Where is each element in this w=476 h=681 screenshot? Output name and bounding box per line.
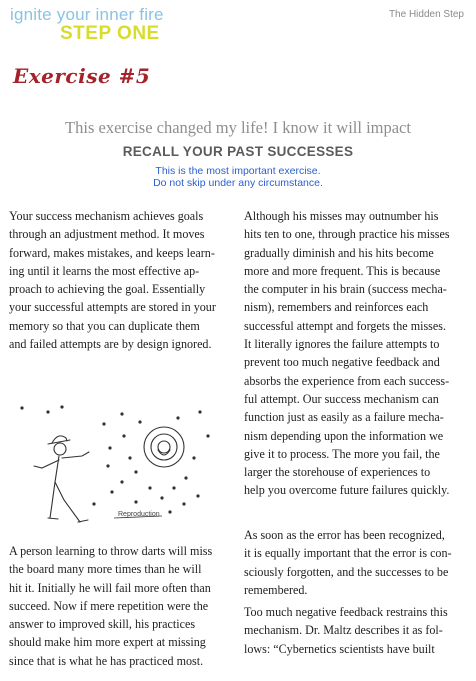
text-line: ful attempt. Our success mechanism can: [244, 391, 439, 406]
text-line: function just as easily as a failure mecha-: [244, 410, 444, 425]
intro-line: This exercise changed my life! I know it will impact: [65, 118, 411, 137]
text-line: Too much negative feedback restrains this: [244, 605, 448, 619]
text-line: A person learning to throw darts will miss: [9, 544, 213, 558]
text-line: since that is what he has practiced most.: [9, 653, 204, 668]
text-line: sciously forgotten, and the successes to be: [244, 564, 449, 579]
text-line: mechanism. Dr. Maltz describes it as fol-: [244, 623, 443, 638]
text-line: Although his misses may outnumber his: [244, 209, 439, 223]
dart-thrower-illustration: [12, 400, 234, 530]
text-line: the computer in his brain (success mecha-: [244, 282, 447, 297]
paragraph: [9, 542, 234, 670]
text-line: remembered.: [244, 582, 308, 597]
header-tagline: ignite your inner fire: [10, 5, 164, 24]
text-line: nism depending upon the information we: [244, 428, 444, 443]
body-right-bottom: [244, 603, 470, 658]
text-line: through an adjustment method. It moves: [9, 227, 205, 242]
text-line: forward, makes mistakes, and keeps learn-: [9, 245, 215, 260]
body-left-bottom: [9, 542, 234, 670]
section-headline: RECALL YOUR PAST SUCCESSES: [122, 144, 354, 159]
text-line: larger the storehouse of experiences to: [244, 465, 431, 480]
text-line: proach to achieving the goal. Essentially: [9, 282, 206, 297]
book-title: The Hidden Step: [388, 9, 464, 20]
text-line: successful attempt and forgets the misses.: [244, 318, 446, 333]
text-line: more and more frequent. This is because: [244, 263, 441, 278]
text-line: succeed. Now if mere repetition were the: [9, 598, 209, 613]
important-note-2: Do not skip under any circumstance.: [153, 177, 323, 189]
exercise-title: Exercise #5: [13, 64, 151, 88]
text-line: memory so that you can duplicate them: [9, 318, 200, 333]
text-line: your successful attempts are stored in your: [9, 300, 216, 315]
text-line: absorbs the experience from each success-: [244, 373, 450, 388]
text-line: it is equally important that the error is con-: [244, 546, 452, 561]
text-line: should make him more expert at missing: [9, 635, 206, 650]
paragraph: [244, 526, 470, 599]
important-note-1: This is the most important exercise.: [155, 165, 321, 177]
text-line: Your success mechanism achieves goals: [9, 209, 204, 223]
text-line: the board many more times than he will: [9, 562, 202, 577]
text-line: help you overcome future failures quickly.: [244, 483, 450, 498]
text-line: prevent too much negative feedback and: [244, 355, 440, 370]
text-line: hits ten to one, through practice his misses: [244, 227, 450, 242]
text-line: gradually diminish and his hits become: [244, 245, 434, 260]
text-line: answer to improved skill, his practices: [9, 617, 196, 632]
illustration-caption: Reproduction: [118, 511, 160, 518]
body-right-top: [244, 207, 470, 500]
header-step: STEP ONE: [60, 23, 160, 44]
text-line: lows: “Cybernetics scientists have built: [244, 641, 435, 656]
text-line: hit it. Initially he will fail more often than: [9, 580, 211, 595]
text-line: and failed attempts are by design ignored.: [9, 337, 212, 352]
paragraph: [9, 207, 234, 353]
body-left-top: [9, 207, 234, 353]
text-line: It literally ignores the failure attempts to: [244, 337, 440, 352]
body-right-middle: [244, 526, 470, 599]
paragraph: [244, 207, 470, 500]
text-line: give it to process. The more you fail, the: [244, 446, 440, 461]
text-line: ing until it learns the most effective ap-: [9, 263, 200, 278]
paragraph: [244, 603, 470, 658]
text-line: nism), remembers and reinforces each: [244, 300, 429, 315]
text-line: As soon as the error has been recognized,: [244, 528, 445, 542]
